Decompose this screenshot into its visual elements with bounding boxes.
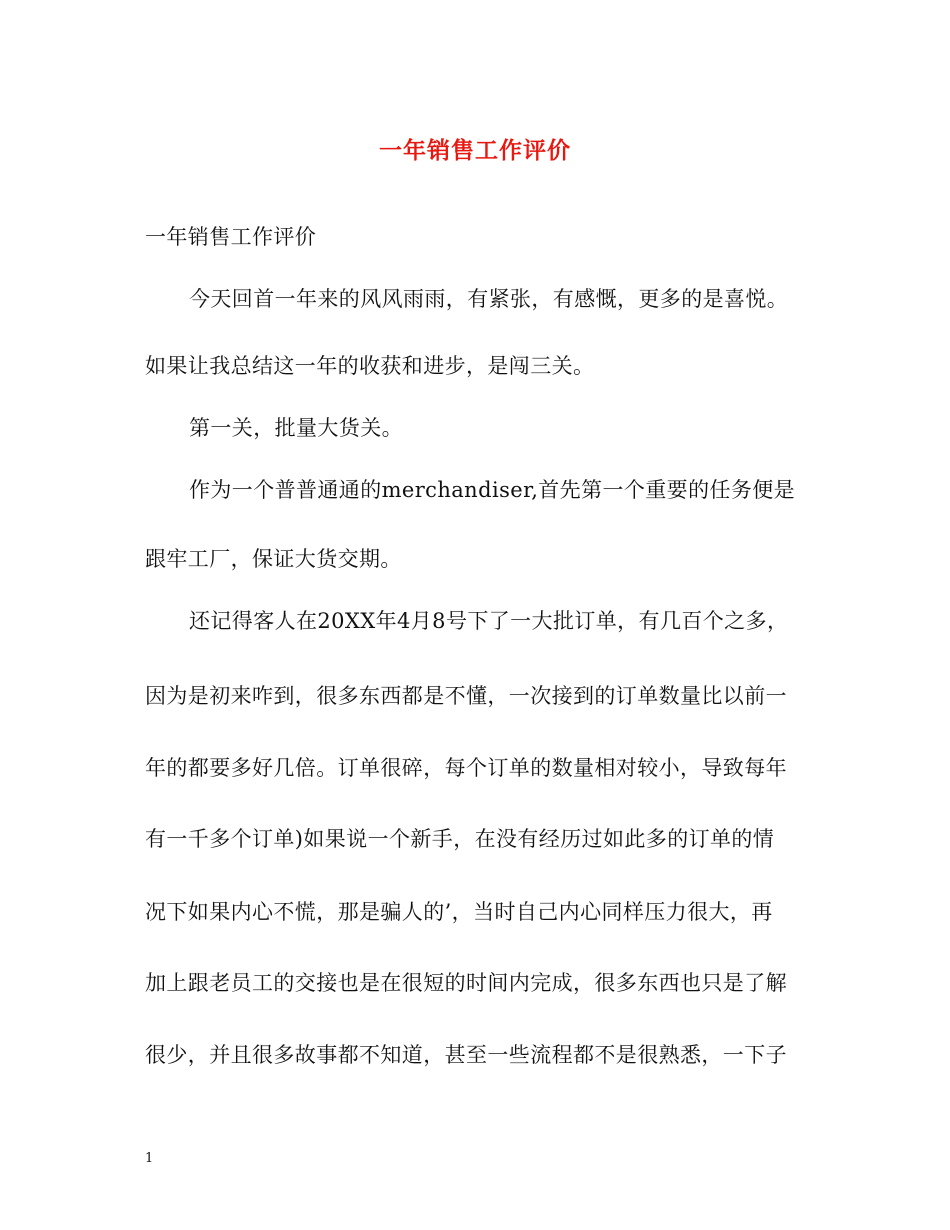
paragraph-line: 还记得客人在20XX年4月8号下了一大批订单，有几百个之多，: [189, 609, 789, 633]
paragraph-line: 况下如果内心不慌，那是骗人的’，当时自己内心同样压力很大，再: [145, 900, 773, 924]
paragraph-line: 第一关，批量大货关。: [189, 416, 403, 440]
paragraph-line: 很少，并且很多故事都不知道，甚至一些流程都不是很熟悉，一下子: [145, 1043, 787, 1067]
paragraph-line: 如果让我总结这一年的收获和进步，是闯三关。: [145, 354, 595, 378]
paragraph-line: 年的都要多好几倍。订单很碎，每个订单的数量相对较小，导致每年: [145, 756, 787, 780]
paragraph-line: 加上跟老员工的交接也是在很短的时间内完成，很多东西也只是了解: [145, 971, 787, 995]
paragraph-line: 作为一个普普通通的merchandiser,首先第一个重要的任务便是: [189, 478, 796, 502]
paragraph-line: 因为是初来咋到，很多东西都是不懂，一次接到的订单数量比以前一: [145, 684, 787, 708]
paragraph-line: 跟牢工厂，保证大货交期。: [145, 547, 402, 571]
paragraph-line: 今天回首一年来的风风雨雨，有紧张，有感慨，更多的是喜悦。: [189, 287, 789, 311]
document-title: 一年销售工作评价: [379, 137, 571, 164]
paragraph-line: 有一千多个订单)如果说一个新手，在没有经历过如此多的订单的情: [145, 827, 775, 851]
page-number: 1: [145, 1151, 154, 1166]
document-subtitle: 一年销售工作评价: [145, 225, 317, 249]
